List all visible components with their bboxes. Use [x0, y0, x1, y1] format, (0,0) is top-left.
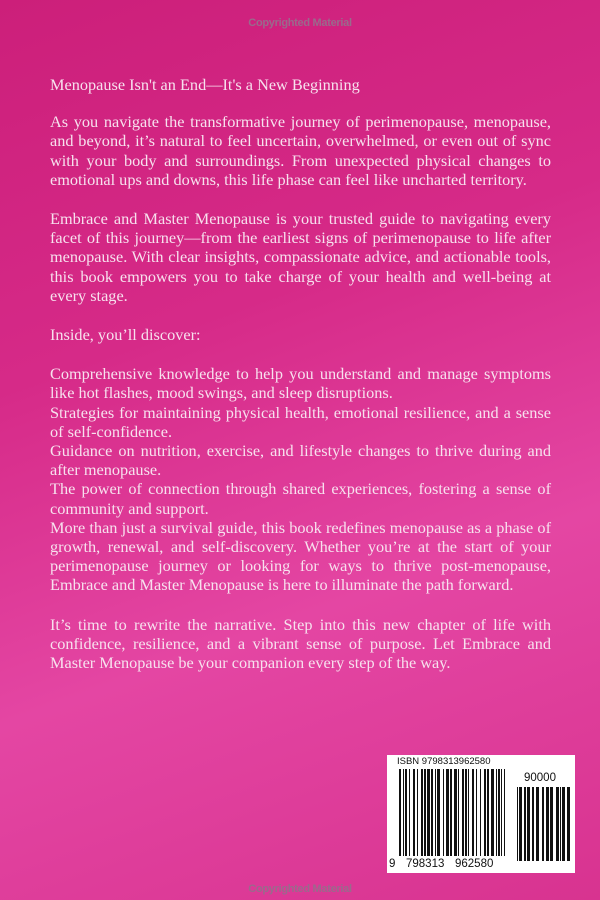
- barcode-bar: [468, 769, 469, 856]
- barcode-bar: [458, 769, 459, 856]
- barcode-bar: [532, 787, 534, 861]
- barcode-bar: [546, 787, 549, 861]
- barcode-bar: [431, 769, 433, 856]
- barcode-bar: [567, 787, 570, 861]
- barcode-bar: [424, 769, 426, 856]
- barcode-bar: [437, 769, 440, 856]
- barcode-bar: [524, 787, 526, 861]
- barcode-digits-left: 798313: [406, 858, 445, 870]
- barcode-bar: [435, 769, 436, 856]
- barcode-bar: [504, 769, 505, 856]
- barcode-bar: [454, 769, 457, 856]
- barcode-bar: [484, 769, 486, 856]
- barcode-bar: [480, 769, 481, 856]
- copyright-watermark-bottom: Copyrighted Material: [248, 883, 352, 895]
- barcode-bar: [450, 769, 452, 856]
- barcode-bar: [427, 769, 430, 856]
- copyright-watermark-top: Copyrighted Material: [248, 17, 352, 29]
- barcode-bar: [405, 769, 407, 856]
- addon-barcode-bars: [517, 787, 571, 861]
- barcode-bar: [562, 787, 565, 861]
- barcode-bar: [487, 769, 489, 856]
- barcode-bar: [476, 769, 477, 856]
- barcode-bar: [519, 787, 522, 861]
- headline: Menopause Isn't an End—It's a New Beginning: [50, 75, 360, 94]
- isbn-barcode: [387, 755, 575, 873]
- barcode-bar: [550, 787, 553, 861]
- isbn-label: ISBN 9798313962580: [397, 756, 491, 767]
- intro-paragraph: As you navigate the transformative journey of perimenopause, menopause, and beyond, it’s natural to feel uncertain, overwhelmed, or even out of sync with your body and surroundings. From unexpected physical changes to emotional ups and downs, this life phase can feel like uncharted territory.: [50, 112, 551, 189]
- barcode-bar: [491, 769, 494, 856]
- barcode-bar: [517, 787, 518, 861]
- barcode-bar: [496, 769, 497, 856]
- price-code: 90000: [524, 772, 556, 784]
- list-item: The power of connection through shared experiences, fostering a sense of community and support.: [50, 479, 551, 518]
- barcode-bar: [399, 769, 401, 856]
- guide-paragraph: Embrace and Master Menopause is your trusted guide to navigating every facet of this journey—from the earliest signs of perimenopause to life after menopause. With clear insights, compassionate advice, and actionable tools, this book empowers you to take charge of your health and well-being at every stage.: [50, 209, 551, 305]
- barcode-bar: [446, 769, 449, 856]
- list-item: Comprehensive knowledge to help you understand and manage symptoms like hot flashes, mood swings, and sleep disruptions.: [50, 364, 551, 403]
- list-item: Strategies for maintaining physical health, emotional resilience, and a sense of self-confidence.: [50, 402, 551, 441]
- closing-paragraph: It’s time to rewrite the narrative. Step into this new chapter of life with confidence, resilience, and a vibrant sense of purpose. Let Embrace and Master Menopause be your companion every step of the way.: [50, 614, 551, 673]
- barcode-bar: [417, 769, 418, 856]
- barcode-bar: [472, 769, 474, 856]
- barcode-bar: [560, 787, 561, 861]
- list-item: More than just a survival guide, this book redefines menopause as a phase of growth, renewal, and self-discovery. Whether you’re at the start of your perimenopause journey or looking for ways to thrive post-menopause, Embrace and Master Menopause is here to illuminate the path forward.: [50, 517, 551, 595]
- inside-heading: Inside, you’ll discover:: [50, 325, 201, 345]
- barcode-bar: [462, 769, 464, 856]
- barcode-bar: [542, 787, 544, 861]
- barcode-bar: [501, 769, 502, 856]
- list-item: Guidance on nutrition, exercise, and lifestyle changes to thrive during and after menopause.: [50, 441, 551, 480]
- barcode-bar: [536, 787, 539, 861]
- barcode-digit-first: 9: [389, 858, 396, 870]
- barcode-bar: [409, 769, 410, 856]
- barcode-digits-right: 962580: [455, 858, 494, 870]
- barcode-bar: [413, 769, 415, 856]
- barcode-bar: [465, 769, 467, 856]
- barcode-bar: [403, 769, 404, 856]
- cover-text: [50, 75, 551, 692]
- feature-list: [50, 364, 551, 594]
- barcode-bar: [443, 769, 444, 856]
- barcode-bar: [556, 787, 559, 861]
- barcode-bar: [527, 787, 530, 861]
- barcode-bars: [399, 769, 505, 856]
- barcode-bar: [421, 769, 423, 856]
- barcode-bar: [498, 769, 500, 856]
